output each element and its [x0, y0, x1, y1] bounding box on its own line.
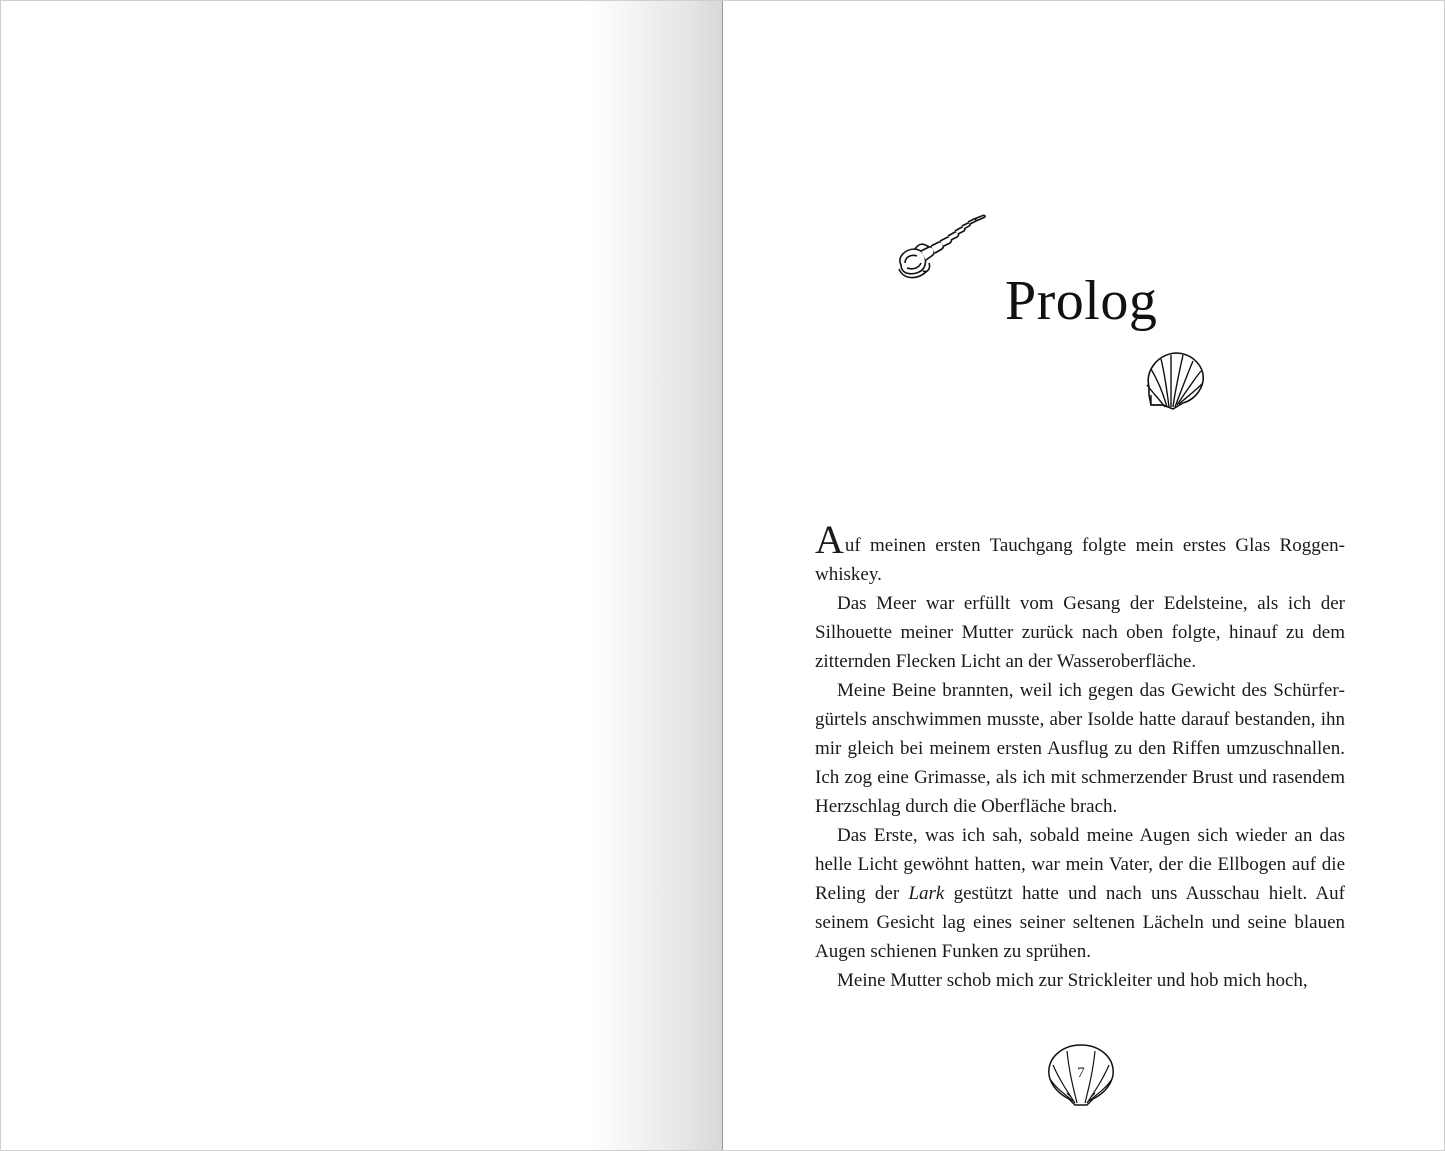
- paragraph-text: Das Erste, was ich sah, sobald meine Augen sich wieder an das helle Licht gewöhnt hatten, war mein Vater, der die Ellbogen auf die Reling der: [815, 825, 1345, 904]
- paragraph: [815, 517, 1345, 589]
- paragraph: Meine Beine brannten, weil ich gegen das Gewicht des Schürfergürtels anschwimmen musste, aber Isolde hatte darauf bestanden, ihn mir gleich bei meinem ersten Ausflug zu den Riffen umzuschnallen. Ich zog eine Grimasse, als ich mit schmerzender Brust und rasendem Herzschlag durch die Oberfläche brach.: [815, 680, 1345, 817]
- chapter-title: Prolog: [1005, 270, 1158, 332]
- ship-name: Lark: [908, 883, 945, 904]
- spiral-shell-icon: [893, 213, 995, 285]
- paragraph: Das Meer war erfüllt vom Gesang der Edelsteine, als ich der Silhouette meiner Mutter zurück nach oben folgte, hinauf zu dem zitternden Flecken Licht an der Wasseroberfläche.: [815, 593, 1345, 672]
- right-page: [723, 1, 1444, 1150]
- drop-cap: A: [815, 517, 844, 562]
- left-page-blank: [1, 1, 722, 1150]
- paragraph-text: gestützt hatte und nach uns Ausschau hielt. Auf seinem Gesicht lag eines seiner seltenen Lächeln und seine blauen Augen schienen Funken zu sprühen.: [815, 883, 1345, 962]
- page-number: 7: [1077, 1065, 1085, 1081]
- chapter-body: [815, 517, 1345, 995]
- paragraph: [815, 821, 1345, 966]
- scallop-shell-icon: [1143, 349, 1207, 411]
- paragraph-text: uf meinen ersten Tauchgang folgte mein erstes Glas Roggenwhiskey.: [815, 535, 1345, 585]
- paragraph: Meine Mutter schob mich zur Strickleiter und hob mich hoch,: [837, 970, 1308, 991]
- page-folio: [1045, 1041, 1117, 1107]
